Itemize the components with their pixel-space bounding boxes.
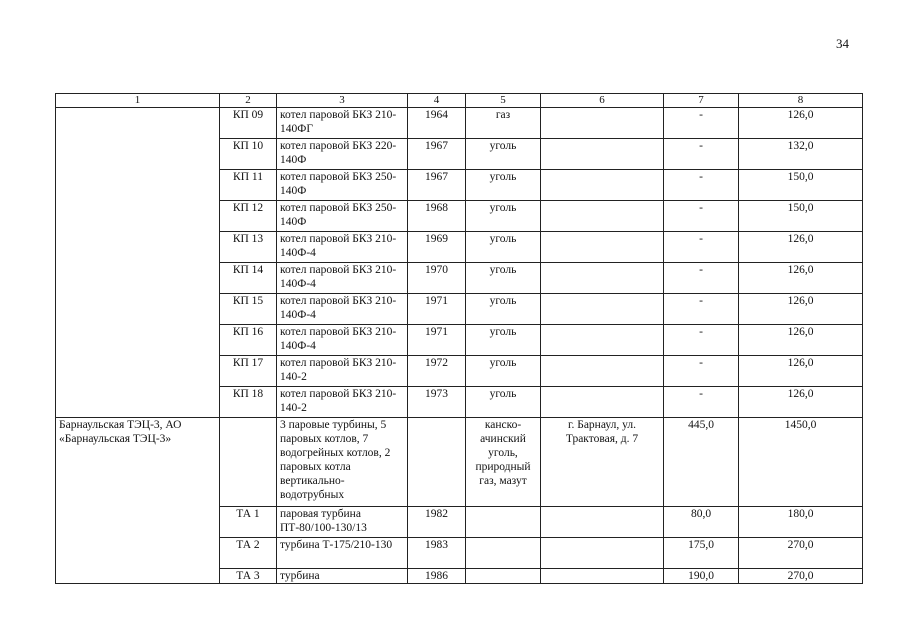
unit-capacity: 126,0 [739,325,863,356]
header-cell: 3 [277,94,408,108]
unit-address [541,294,664,325]
unit-fuel: уголь [466,139,541,170]
unit-capacity: 126,0 [739,263,863,294]
unit-description: котел паровой БКЗ 220-140Ф [277,139,408,170]
unit-address [541,569,664,584]
unit-year: 1969 [408,232,466,263]
unit-power: - [664,108,739,139]
unit-fuel: уголь [466,232,541,263]
unit-description: котел паровой БКЗ 210-140Ф-4 [277,232,408,263]
unit-fuel: уголь [466,294,541,325]
header-cell: 5 [466,94,541,108]
unit-code: ТА 2 [220,538,277,569]
unit-capacity: 150,0 [739,201,863,232]
unit-description: котел паровой БКЗ 210-140Ф-4 [277,263,408,294]
unit-year: 1964 [408,108,466,139]
header-cell: 4 [408,94,466,108]
unit-capacity: 126,0 [739,387,863,418]
unit-address [541,538,664,569]
unit-address [541,387,664,418]
station-power: 445,0 [664,418,739,507]
unit-code: КП 17 [220,356,277,387]
unit-code: ТА 1 [220,507,277,538]
station-capacity: 1450,0 [739,418,863,507]
unit-capacity: 150,0 [739,170,863,201]
station-description: 3 паровые турбины, 5 паровых котлов, 7 водогрейных котлов, 2 паровых котла вертикально-водотрубных [277,418,408,507]
unit-power: - [664,294,739,325]
unit-fuel: уголь [466,201,541,232]
unit-code: КП 14 [220,263,277,294]
unit-year: 1973 [408,387,466,418]
unit-code: КП 12 [220,201,277,232]
header-cell: 7 [664,94,739,108]
unit-description: котел паровой БКЗ 210-140Ф-4 [277,325,408,356]
unit-fuel: уголь [466,263,541,294]
unit-description: котел паровой БКЗ 210-140-2 [277,387,408,418]
unit-power: - [664,232,739,263]
unit-year: 1971 [408,325,466,356]
unit-year: 1967 [408,170,466,201]
unit-code: КП 09 [220,108,277,139]
unit-capacity: 126,0 [739,108,863,139]
unit-year: 1972 [408,356,466,387]
header-cell: 8 [739,94,863,108]
page-number: 34 [836,36,849,51]
unit-address [541,139,664,170]
unit-fuel: уголь [466,356,541,387]
unit-fuel [466,507,541,538]
unit-capacity: 126,0 [739,232,863,263]
unit-address [541,232,664,263]
unit-address [541,201,664,232]
unit-year: 1967 [408,139,466,170]
table-row [56,108,863,139]
unit-power: - [664,387,739,418]
unit-capacity: 270,0 [739,538,863,569]
station-fuel: канско-ачинский уголь, природный газ, мазут [466,418,541,507]
unit-year: 1983 [408,538,466,569]
unit-description: паровая турбина ПТ-80/100-130/13 [277,507,408,538]
unit-description: котел паровой БКЗ 210-140Ф-4 [277,294,408,325]
unit-fuel [466,569,541,584]
header-row [56,94,863,108]
unit-description: котел паровой БКЗ 210-140ФГ [277,108,408,139]
unit-year: 1968 [408,201,466,232]
header-cell: 1 [56,94,220,108]
equipment-table [55,93,863,584]
unit-code: КП 15 [220,294,277,325]
unit-capacity: 132,0 [739,139,863,170]
station-row [56,418,863,507]
unit-fuel [466,538,541,569]
unit-address [541,325,664,356]
unit-power: 80,0 [664,507,739,538]
header-cell: 2 [220,94,277,108]
unit-capacity: 270,0 [739,569,863,584]
unit-code: ТА 3 [220,569,277,584]
station-address: г. Барнаул, ул. Трактовая, д. 7 [541,418,664,507]
unit-power: - [664,325,739,356]
unit-description: котел паровой БКЗ 210-140-2 [277,356,408,387]
unit-address [541,108,664,139]
unit-year [408,418,466,507]
unit-address [541,507,664,538]
unit-year: 1986 [408,569,466,584]
unit-code: КП 11 [220,170,277,201]
unit-fuel: уголь [466,170,541,201]
unit-description: котел паровой БКЗ 250-140Ф [277,170,408,201]
station-name: Барнаульская ТЭЦ-3, АО «Барнаульская ТЭЦ-3» [56,418,220,584]
unit-address [541,170,664,201]
unit-capacity: 180,0 [739,507,863,538]
unit-fuel: уголь [466,387,541,418]
unit-year: 1971 [408,294,466,325]
empty-station-cell [56,108,220,418]
unit-description: турбина [277,569,408,584]
unit-code: КП 13 [220,232,277,263]
unit-description: котел паровой БКЗ 250-140Ф [277,201,408,232]
unit-power: - [664,201,739,232]
unit-power: - [664,356,739,387]
unit-fuel: газ [466,108,541,139]
header-cell: 6 [541,94,664,108]
unit-code: КП 18 [220,387,277,418]
unit-power: - [664,170,739,201]
unit-address [541,356,664,387]
unit-power: - [664,263,739,294]
unit-capacity: 126,0 [739,356,863,387]
unit-power: - [664,139,739,170]
unit-description: турбина Т-175/210-130 [277,538,408,569]
unit-power: 190,0 [664,569,739,584]
unit-code: КП 10 [220,139,277,170]
unit-year: 1970 [408,263,466,294]
unit-code [220,418,277,507]
unit-capacity: 126,0 [739,294,863,325]
unit-power: 175,0 [664,538,739,569]
unit-year: 1982 [408,507,466,538]
unit-fuel: уголь [466,325,541,356]
unit-code: КП 16 [220,325,277,356]
unit-address [541,263,664,294]
